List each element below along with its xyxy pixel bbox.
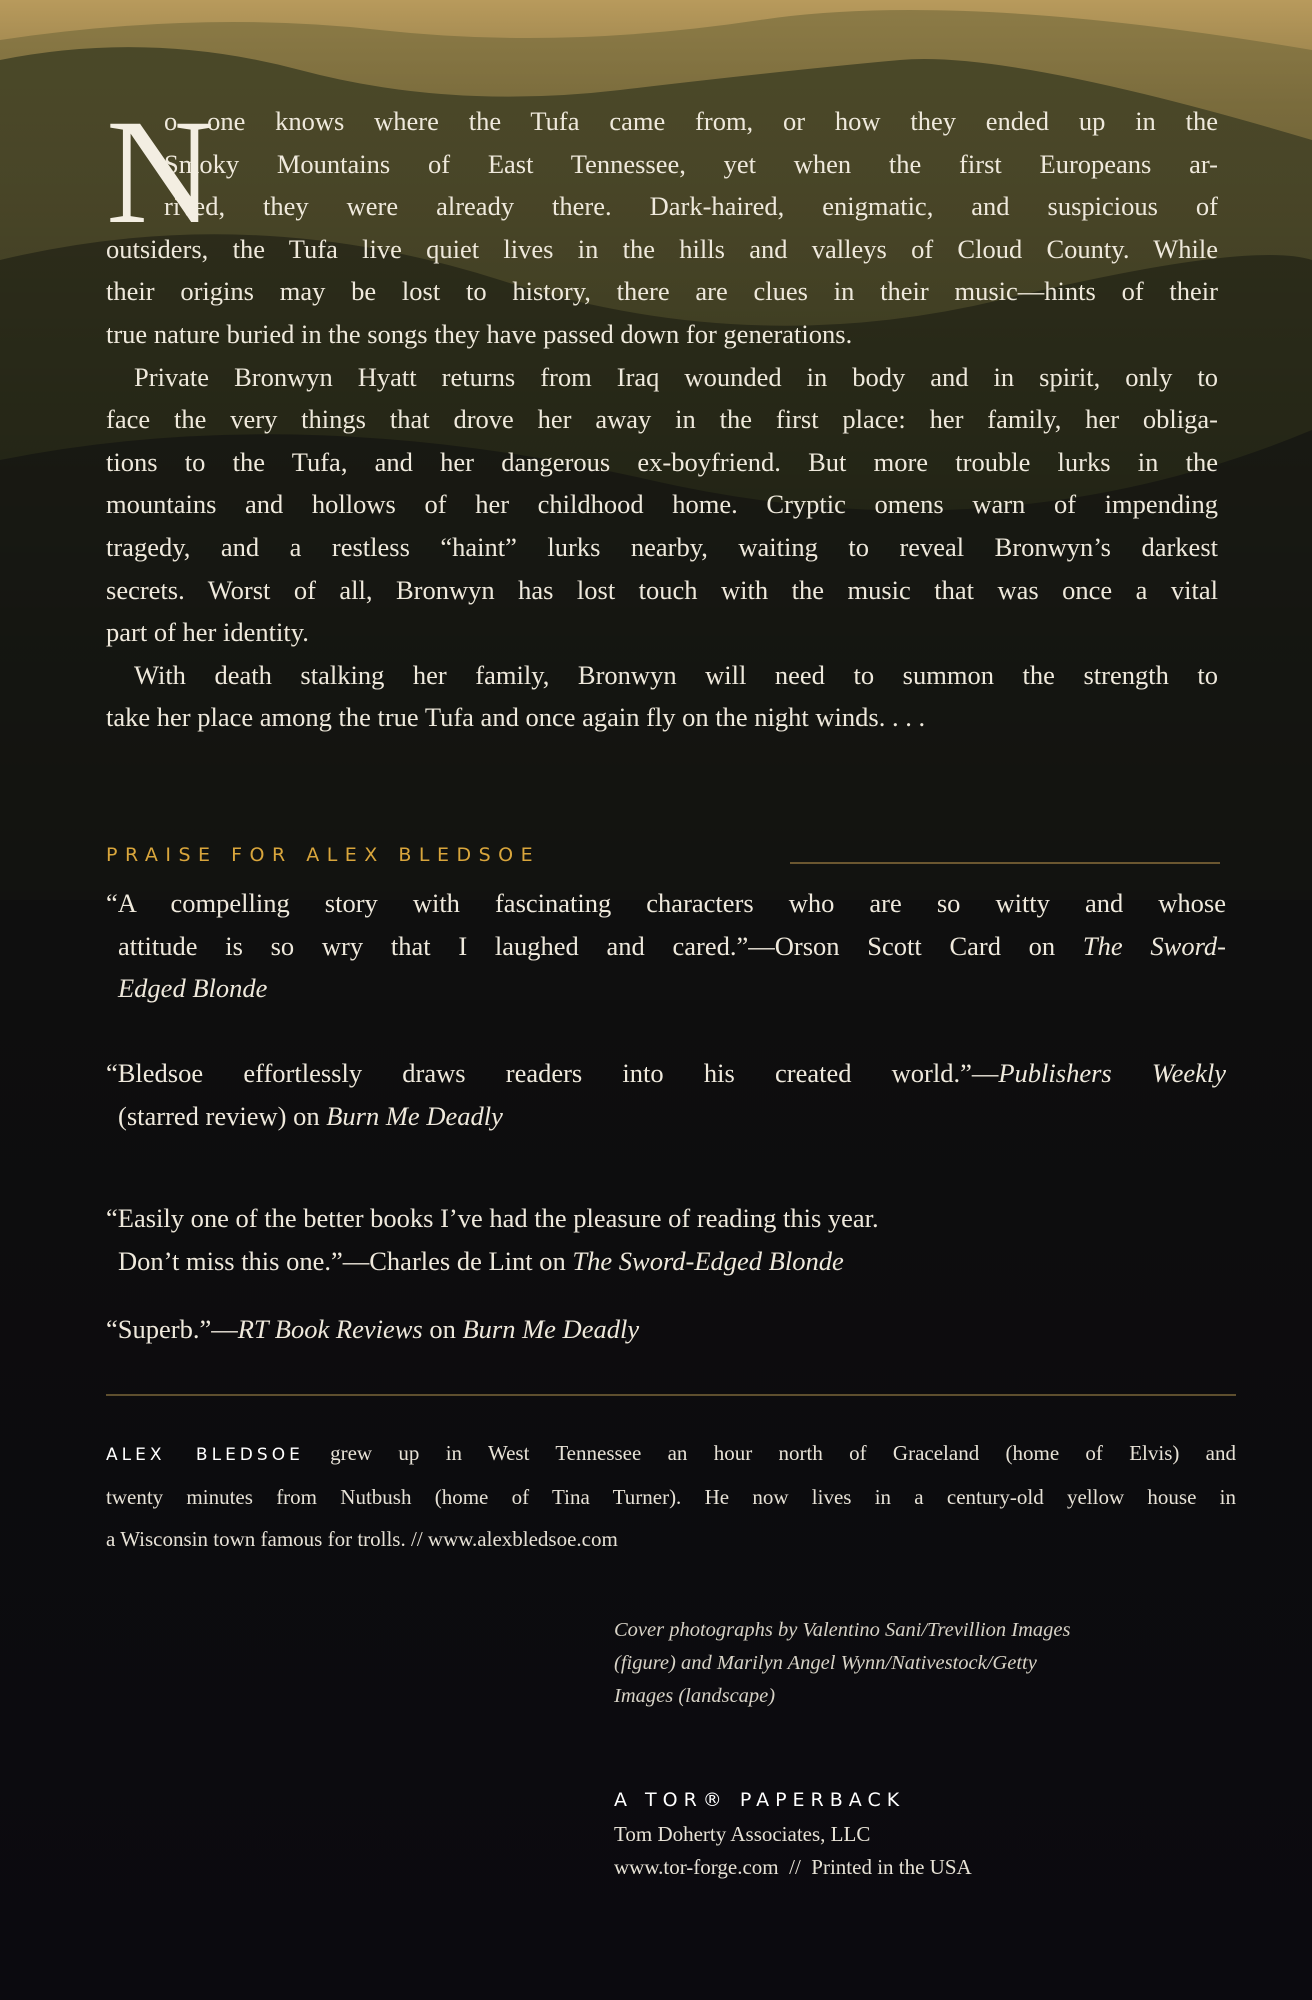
imprint: A TOR® PAPERBACK [614, 1789, 906, 1811]
quote-line [106, 925, 1226, 968]
praise-quote [106, 1197, 1226, 1282]
blurb-paragraph [106, 356, 1218, 654]
blurb-line: o one knows where the Tufa came from, or how they ended up in the [164, 106, 1218, 136]
quote-line: “Easily one of the better books I’ve had the pleasure of reading this year. [106, 1203, 879, 1233]
praise-heading: PRAISE FOR ALEX BLEDSOE [106, 844, 541, 866]
photo-credits [614, 1614, 1214, 1713]
credit-line: Cover photographs by Valentino Sani/Trevillion Images [614, 1619, 1071, 1641]
quote-line: “A compelling story with fascinating characters who are so witty and whose [106, 888, 1226, 918]
blurb-line: Private Bronwyn Hyatt returns from Iraq wounded in body and in spirit, only to [134, 361, 1218, 392]
quote-text: “Superb.”— [106, 1314, 238, 1344]
blurb-line: take her place among the true Tufa and once again fly on the night winds. . . . [106, 702, 926, 733]
blurb-line: With death stalking her family, Bronwyn will need to summon the strength to [134, 659, 1218, 690]
quote-line [106, 1095, 1226, 1138]
quote-text: on [422, 1314, 463, 1344]
divider [106, 1394, 1236, 1396]
book-title: The Sword- [1082, 930, 1226, 961]
blurb-line: tragedy, and a restless “haint” lurks nearby, waiting to reveal Bronwyn’s darkest [106, 531, 1218, 562]
bio-line [106, 1432, 1236, 1476]
blurb-line: rived, they were already there. Dark-haired, enigmatic, and suspicious of [164, 191, 1218, 222]
blurb [106, 89, 1218, 739]
publication: Publishers Weekly [998, 1058, 1226, 1088]
blurb-line: face the very things that drove her away in the first place: her family, her obliga- [106, 404, 1218, 435]
blurb-line: tions to the Tufa, and her dangerous ex-boyfriend. But more trouble lurks in the [106, 446, 1218, 477]
blurb-line: part of her identity. [106, 617, 309, 648]
quote-line [106, 967, 1226, 1010]
praise-quote [106, 882, 1226, 1010]
blurb-line: secrets. Worst of all, Bronwyn has lost touch with the music that was once a vital [106, 574, 1218, 605]
divider [790, 862, 1220, 864]
blurb-paragraph [106, 89, 1218, 356]
praise-quote [106, 1052, 1226, 1137]
blurb-line: outsiders, the Tufa live quiet lives in the hills and valleys of Cloud County. While [106, 233, 1218, 264]
credit-line: (figure) and Marilyn Angel Wynn/Nativestock/Getty [614, 1652, 1037, 1674]
quote-text: (starred review) on [118, 1100, 327, 1131]
author-bio [106, 1432, 1236, 1560]
quote-text: Don’t miss this one.”—Charles de Lint on [118, 1245, 573, 1276]
publisher-name: Tom Doherty Associates, LLC [614, 1822, 871, 1846]
drop-cap: N [106, 89, 215, 255]
bio-line: twenty minutes from Nutbush (home of Tina Turner). He now lives in a century-old yellow house in [106, 1485, 1236, 1509]
bio-line: a Wisconsin town famous for trolls. // www.alexbledsoe.com [106, 1527, 618, 1551]
book-title: Edged Blonde [118, 973, 268, 1004]
quote-text: attitude is so wry that I laughed and cared.”—Orson Scott Card on [118, 930, 1083, 961]
book-title: Burn Me Deadly [462, 1314, 640, 1344]
blurb-line: Smoky Mountains of East Tennessee, yet when the first Europeans ar- [164, 148, 1218, 179]
publisher-info [614, 1782, 972, 1884]
quote-line [106, 1052, 1226, 1095]
quote-line [106, 1240, 1226, 1283]
book-title: The Sword-Edged Blonde [572, 1245, 844, 1276]
blurb-line: their origins may be lost to history, there are clues in their music—hints of their [106, 276, 1218, 307]
blurb-line: true nature buried in the songs they have passed down for generations. [106, 318, 853, 349]
credit-line: Images (landscape) [614, 1685, 776, 1707]
quote-text: “Bledsoe effortlessly draws readers into his created world.”— [106, 1058, 999, 1088]
bio-text: grew up in West Tennessee an hour north of Graceland (home of Elvis) and [303, 1441, 1237, 1465]
publisher-web: www.tor-forge.com // Printed in the USA [614, 1855, 972, 1879]
publication: RT Book Reviews [237, 1314, 423, 1344]
book-title: Burn Me Deadly [326, 1100, 503, 1131]
blurb-line: mountains and hollows of her childhood home. Cryptic omens warn of impending [106, 489, 1218, 520]
praise-quote [106, 1308, 1226, 1351]
blurb-paragraph [106, 654, 1218, 739]
quote-line [106, 1308, 1226, 1351]
author-name: ALEX BLEDSOE [106, 1445, 304, 1465]
